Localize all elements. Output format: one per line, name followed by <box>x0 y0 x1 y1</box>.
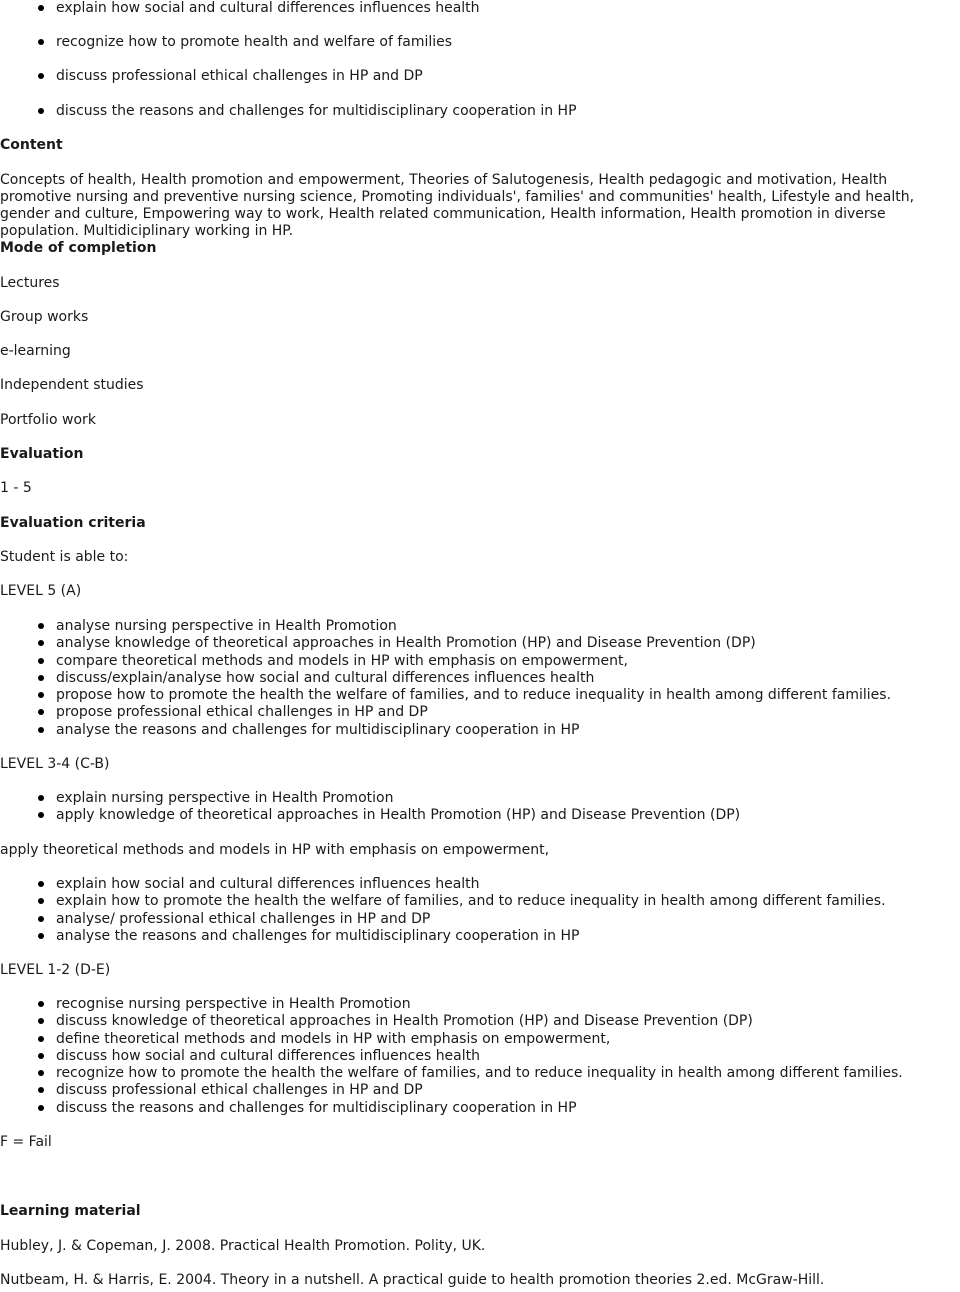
list-item: analyse the reasons and challenges for multidisciplinary cooperation in HP <box>0 928 960 945</box>
mode-item: Portfolio work <box>0 412 96 428</box>
mode-item: e-learning <box>0 343 71 359</box>
level-1-2-list <box>0 996 960 1117</box>
level-1-2-label: LEVEL 1-2 (D-E) <box>0 962 111 978</box>
objectives-list <box>0 0 960 137</box>
list-item: discuss knowledge of theoretical approaches in Health Promotion (HP) and Disease Prevention (DP) <box>0 1013 960 1030</box>
mode-heading: Mode of completion <box>0 240 157 256</box>
level-3-4-plain-line: apply theoretical methods and models in HP with emphasis on empowerment, <box>0 842 550 858</box>
content-paragraph: Concepts of health, Health promotion and empowerment, Theories of Salutogenesis, Health pedagogic and motivation, Health promotive nursing and preventive nursing science, Promoting individuals', families' and communities' health, Lifestyle and health, gender and culture, Empowering way to work, Health related communication, Health information, Health promotion in diverse population. Multidiciplinary working in HP. <box>0 172 915 239</box>
list-item: explain nursing perspective in Health Promotion <box>0 790 960 807</box>
content-heading: Content <box>0 137 63 153</box>
level-3-4-list-b <box>0 876 960 945</box>
mode-item: Independent studies <box>0 377 144 393</box>
list-item: propose professional ethical challenges in HP and DP <box>0 704 960 721</box>
list-item: analyse/ professional ethical challenges in HP and DP <box>0 911 960 928</box>
list-item: explain how social and cultural differences influences health <box>0 876 960 893</box>
list-item: compare theoretical methods and models in HP with emphasis on empowerment, <box>0 653 960 670</box>
mode-item: Group works <box>0 309 89 325</box>
criteria-heading: Evaluation criteria <box>0 515 146 531</box>
level-3-4-list-a <box>0 790 960 825</box>
list-item: propose how to promote the health the welfare of families, and to reduce inequality in health among different families. <box>0 687 960 704</box>
mode-item: Lectures <box>0 275 60 291</box>
list-item: recognize how to promote health and welfare of families <box>0 34 960 68</box>
level-3-4-label: LEVEL 3-4 (C-B) <box>0 756 110 772</box>
list-item: discuss the reasons and challenges for multidisciplinary cooperation in HP <box>0 103 960 137</box>
level-5-list <box>0 618 960 739</box>
evaluation-heading: Evaluation <box>0 446 84 462</box>
evaluation-value: 1 - 5 <box>0 480 32 496</box>
learning-heading: Learning material <box>0 1203 141 1219</box>
list-item: discuss professional ethical challenges in HP and DP <box>0 68 960 102</box>
criteria-intro: Student is able to: <box>0 549 129 565</box>
reference-item: Hubley, J. & Copeman, J. 2008. Practical Health Promotion. Polity, UK. <box>0 1238 486 1254</box>
list-item: define theoretical methods and models in HP with emphasis on empowerment, <box>0 1031 960 1048</box>
level-5-label: LEVEL 5 (A) <box>0 583 82 599</box>
list-item: discuss/explain/analyse how social and cultural differences influences health <box>0 670 960 687</box>
list-item: apply knowledge of theoretical approaches in Health Promotion (HP) and Disease Prevention (DP) <box>0 807 960 824</box>
list-item: discuss how social and cultural differences influences health <box>0 1048 960 1065</box>
list-item: recognize how to promote the health the welfare of families, and to reduce inequality in health among different families. <box>0 1065 960 1082</box>
list-item: explain how to promote the health the welfare of families, and to reduce inequality in health among different families. <box>0 893 960 910</box>
list-item: discuss the reasons and challenges for multidisciplinary cooperation in HP <box>0 1100 960 1117</box>
list-item: explain how social and cultural differences influences health <box>0 0 960 34</box>
list-item: discuss professional ethical challenges in HP and DP <box>0 1082 960 1099</box>
list-item: analyse knowledge of theoretical approaches in Health Promotion (HP) and Disease Prevention (DP) <box>0 635 960 652</box>
reference-item: Nutbeam, H. & Harris, E. 2004. Theory in a nutshell. A practical guide to health promotion theories 2.ed. McGraw-Hill. <box>0 1272 825 1288</box>
list-item: recognise nursing perspective in Health Promotion <box>0 996 960 1013</box>
fail-label: F = Fail <box>0 1134 52 1150</box>
list-item: analyse the reasons and challenges for multidisciplinary cooperation in HP <box>0 722 960 739</box>
list-item: analyse nursing perspective in Health Promotion <box>0 618 960 635</box>
